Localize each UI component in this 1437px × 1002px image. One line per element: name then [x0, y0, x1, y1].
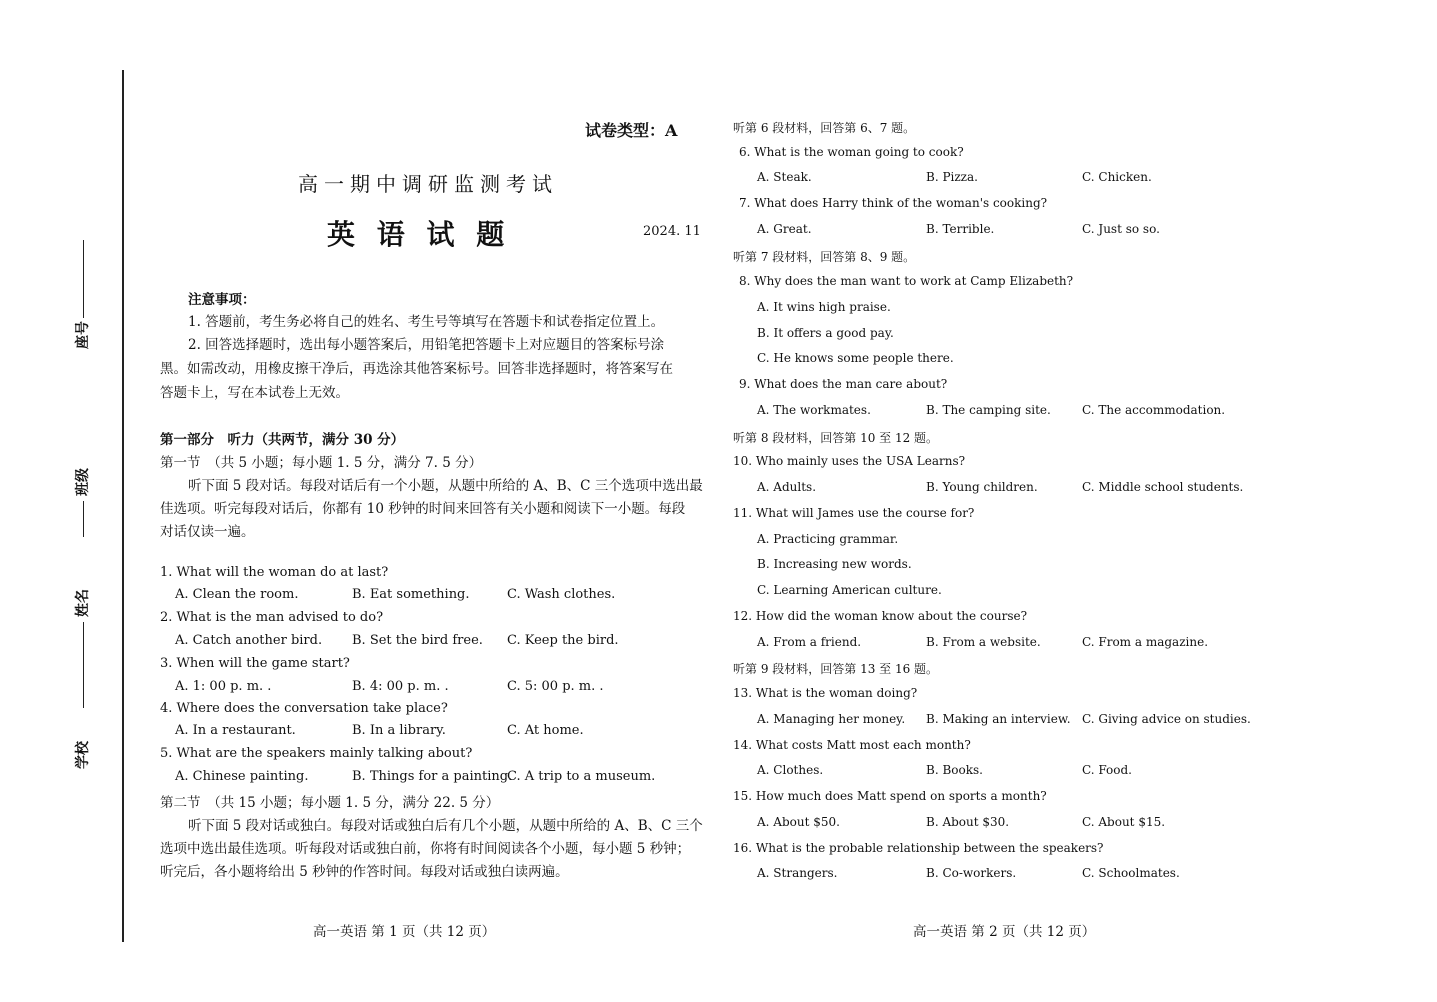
- seat-field: [62, 240, 102, 352]
- option-b: B. Things for a painting.: [352, 769, 513, 784]
- section1-instruction: 对话仅读一遍。: [160, 524, 255, 540]
- name-label: 姓名: [75, 589, 91, 617]
- question-stem: 15. How much does Matt spend on sports a month?: [733, 789, 1047, 803]
- option-b: B. Increasing new words.: [757, 557, 912, 571]
- material-heading: 听第 6 段材料，回答第 6、7 题。: [733, 121, 916, 135]
- notice-line: 黑。如需改动，用橡皮擦干净后，再选涂其他答案标号。回答非选择题时，将答案写在: [160, 361, 673, 377]
- question-stem: 7. What does Harry think of the woman's cooking?: [739, 196, 1048, 210]
- option-a: A. Clothes.: [757, 763, 824, 777]
- option-c: C. Schoolmates.: [1082, 866, 1180, 880]
- paper-type: 试卷类型：A: [585, 121, 678, 140]
- question-stem: 14. What costs Matt most each month?: [733, 738, 971, 752]
- option-b: B. Making an interview.: [926, 712, 1071, 726]
- option-c: C. Middle school students.: [1082, 480, 1244, 494]
- exam-date: 2024. 11: [643, 224, 701, 239]
- notice-line: 1. 答题前，考生务必将自己的姓名、考生号等填写在答题卡和试卷指定位置上。: [188, 314, 665, 330]
- material-heading: 听第 9 段材料，回答第 13 至 16 题。: [733, 662, 939, 676]
- question-stem: 12. How did the woman know about the course?: [733, 609, 1028, 623]
- option-b: B. In a library.: [352, 723, 446, 738]
- question-stem: 1. What will the woman do at last?: [160, 565, 389, 580]
- option-c: C. About $15.: [1082, 815, 1166, 829]
- option-c: C. Keep the bird.: [507, 633, 619, 648]
- class-field: [62, 425, 102, 537]
- material-heading: 听第 8 段材料，回答第 10 至 12 题。: [733, 431, 939, 445]
- notice-line: 2. 回答选择题时，选出每小题答案后，用铅笔把答题卡上对应题目的答案标号涂: [188, 337, 665, 353]
- section1-instruction: 听下面 5 段对话。每段对话后有一个小题，从题中所给的 A、B、C 三个选项中选出最: [188, 478, 703, 494]
- option-a: A. Catch another bird.: [175, 633, 323, 648]
- option-b: B. About $30.: [926, 815, 1010, 829]
- subject-title: 英 语 试 题: [327, 218, 511, 251]
- school-field: [62, 740, 102, 770]
- name-field: [62, 578, 102, 708]
- class-label: 班级: [75, 468, 91, 496]
- option-b: B. Terrible.: [926, 222, 995, 236]
- notice-line: 答题卡上，写在本试卷上无效。: [160, 385, 349, 401]
- part1-heading: 第一部分 听力（共两节，满分 30 分）: [160, 432, 405, 448]
- option-c: C. Wash clothes.: [507, 587, 616, 602]
- option-b: B. Pizza.: [926, 170, 978, 184]
- question-stem: 5. What are the speakers mainly talking about?: [160, 746, 473, 761]
- option-b: B. The camping site.: [926, 403, 1051, 417]
- question-stem: 3. When will the game start?: [160, 656, 350, 671]
- seat-rule: [83, 240, 84, 318]
- option-a: A. The workmates.: [757, 403, 871, 417]
- question-stem: 6. What is the woman going to cook?: [739, 145, 964, 159]
- question-stem: 16. What is the probable relationship between the speakers?: [733, 841, 1104, 855]
- class-rule: [83, 501, 84, 537]
- section2-heading: 第二节 （共 15 小题；每小题 1. 5 分，满分 22. 5 分）: [160, 795, 500, 811]
- option-c: C. Learning American culture.: [757, 583, 942, 597]
- section1-instruction: 佳选项。听完每段对话后，你都有 10 秒钟的时间来回答有关小题和阅读下一小题。每段: [160, 501, 686, 517]
- option-b: B. Set the bird free.: [352, 633, 483, 648]
- page1-footer: 高一英语 第 1 页（共 12 页）: [313, 924, 496, 940]
- option-a: A. About $50.: [757, 815, 840, 829]
- option-b: B. From a website.: [926, 635, 1041, 649]
- school-label: 学校: [75, 741, 91, 769]
- option-c: C. At home.: [507, 723, 584, 738]
- option-b: B. 4: 00 p. m. .: [352, 679, 449, 694]
- option-a: A. Managing her money.: [757, 712, 906, 726]
- question-stem: 2. What is the man advised to do?: [160, 610, 384, 625]
- option-a: A. Clean the room.: [175, 587, 299, 602]
- option-b: B. Young children.: [926, 480, 1038, 494]
- option-a: A. From a friend.: [757, 635, 862, 649]
- option-b: B. Co-workers.: [926, 866, 1017, 880]
- option-a: A. It wins high praise.: [757, 300, 891, 314]
- option-a: A. Practicing grammar.: [757, 532, 899, 546]
- option-c: C. The accommodation.: [1082, 403, 1226, 417]
- material-heading: 听第 7 段材料，回答第 8、9 题。: [733, 250, 916, 264]
- question-stem: 8. Why does the man want to work at Camp Elizabeth?: [739, 274, 1074, 288]
- option-a: A. Steak.: [757, 170, 812, 184]
- section1-heading: 第一节 （共 5 小题；每小题 1. 5 分，满分 7. 5 分）: [160, 455, 483, 471]
- option-c: C. Chicken.: [1082, 170, 1152, 184]
- option-a: A. Adults.: [757, 480, 817, 494]
- option-a: A. Strangers.: [757, 866, 838, 880]
- name-rule: [83, 622, 84, 708]
- question-stem: 10. Who mainly uses the USA Learns?: [733, 454, 966, 468]
- option-a: A. 1: 00 p. m. .: [175, 679, 272, 694]
- option-c: C. From a magazine.: [1082, 635, 1209, 649]
- notice-heading: 注意事项：: [188, 292, 256, 308]
- option-a: A. Great.: [757, 222, 812, 236]
- binding-line: [122, 70, 124, 942]
- section2-instruction: 选项中选出最佳选项。听每段对话或独白前，你将有时间阅读各个小题，每小题 5 秒钟；: [160, 841, 691, 857]
- exam-title: 高一期中调研监测考试: [298, 172, 558, 196]
- option-a: A. In a restaurant.: [175, 723, 296, 738]
- option-c: C. A trip to a museum.: [507, 769, 656, 784]
- option-c: C. Food.: [1082, 763, 1132, 777]
- seat-label: 座号: [75, 321, 91, 349]
- question-stem: 11. What will James use the course for?: [733, 506, 975, 520]
- option-c: C. 5: 00 p. m. .: [507, 679, 604, 694]
- option-b: B. It offers a good pay.: [757, 326, 894, 340]
- section2-instruction: 听下面 5 段对话或独白。每段对话或独白后有几个小题，从题中所给的 A、B、C 三个: [188, 818, 703, 834]
- question-stem: 13. What is the woman doing?: [733, 686, 918, 700]
- option-b: B. Books.: [926, 763, 983, 777]
- page2-footer: 高一英语 第 2 页（共 12 页）: [913, 924, 1096, 940]
- option-a: A. Chinese painting.: [175, 769, 309, 784]
- question-stem: 4. Where does the conversation take place?: [160, 701, 448, 716]
- section2-instruction: 听完后，各小题将给出 5 秒钟的作答时间。每段对话或独白读两遍。: [160, 864, 569, 880]
- option-b: B. Eat something.: [352, 587, 470, 602]
- option-c: C. He knows some people there.: [757, 351, 954, 365]
- question-stem: 9. What does the man care about?: [739, 377, 948, 391]
- option-c: C. Just so so.: [1082, 222, 1160, 236]
- option-c: C. Giving advice on studies.: [1082, 712, 1251, 726]
